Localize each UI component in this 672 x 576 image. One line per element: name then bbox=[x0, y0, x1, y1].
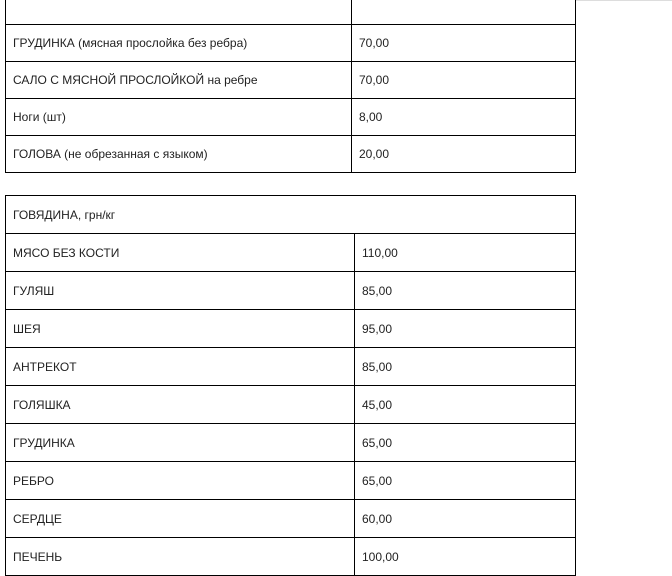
table-row bbox=[6, 424, 576, 462]
product-name-cell: ГОЛЯШКА bbox=[6, 386, 355, 424]
price-cell: 70,00 bbox=[352, 25, 576, 62]
product-name-cell: АНТРЕКОТ bbox=[6, 348, 355, 386]
price-cell: 65,00 bbox=[355, 462, 576, 500]
price-cell: 70,00 bbox=[352, 62, 576, 99]
price-cell: 100,00 bbox=[355, 538, 576, 576]
table-row bbox=[6, 99, 576, 136]
table-row bbox=[6, 234, 576, 272]
table-row bbox=[6, 386, 576, 424]
product-name-cell: ГРУДИНКА bbox=[6, 424, 355, 462]
product-name-cell: ГОЛОВА (не обрезанная с языком) bbox=[6, 136, 352, 173]
product-name-cell: САЛО С МЯСНОЙ ПРОСЛОЙКОЙ на ребре bbox=[6, 62, 352, 99]
product-name-cell bbox=[6, 0, 352, 25]
table-row bbox=[6, 136, 576, 173]
table-row bbox=[6, 272, 576, 310]
price-cell: 45,00 bbox=[355, 386, 576, 424]
top-border-line bbox=[575, 0, 672, 1]
table-row bbox=[6, 0, 576, 25]
table-row bbox=[6, 348, 576, 386]
product-name-cell: ШЕЯ bbox=[6, 310, 355, 348]
beef-price-table bbox=[5, 195, 576, 576]
table-row bbox=[6, 25, 576, 62]
price-cell: 85,00 bbox=[355, 272, 576, 310]
product-name-cell: Ноги (шт) bbox=[6, 99, 352, 136]
table-row bbox=[6, 538, 576, 576]
price-cell: 60,00 bbox=[355, 500, 576, 538]
table-header: ГОВЯДИНА, грн/кг bbox=[6, 196, 576, 234]
product-name-cell: ГУЛЯШ bbox=[6, 272, 355, 310]
product-name-cell: ГРУДИНКА (мясная прослойка без ребра) bbox=[6, 25, 352, 62]
pork-price-table bbox=[5, 0, 576, 173]
table-row bbox=[6, 62, 576, 99]
table-row bbox=[6, 310, 576, 348]
table-header-row bbox=[6, 196, 576, 234]
product-name-cell: МЯСО БЕЗ КОСТИ bbox=[6, 234, 355, 272]
product-name-cell: СЕРДЦЕ bbox=[6, 500, 355, 538]
price-cell: 8,00 bbox=[352, 99, 576, 136]
product-name-cell: РЕБРО bbox=[6, 462, 355, 500]
price-cell: 85,00 bbox=[355, 348, 576, 386]
price-cell: 65,00 bbox=[355, 424, 576, 462]
price-cell: 110,00 bbox=[355, 234, 576, 272]
table-row bbox=[6, 500, 576, 538]
price-cell bbox=[352, 0, 576, 25]
product-name-cell: ПЕЧЕНЬ bbox=[6, 538, 355, 576]
price-cell: 95,00 bbox=[355, 310, 576, 348]
price-cell: 20,00 bbox=[352, 136, 576, 173]
table-row bbox=[6, 462, 576, 500]
